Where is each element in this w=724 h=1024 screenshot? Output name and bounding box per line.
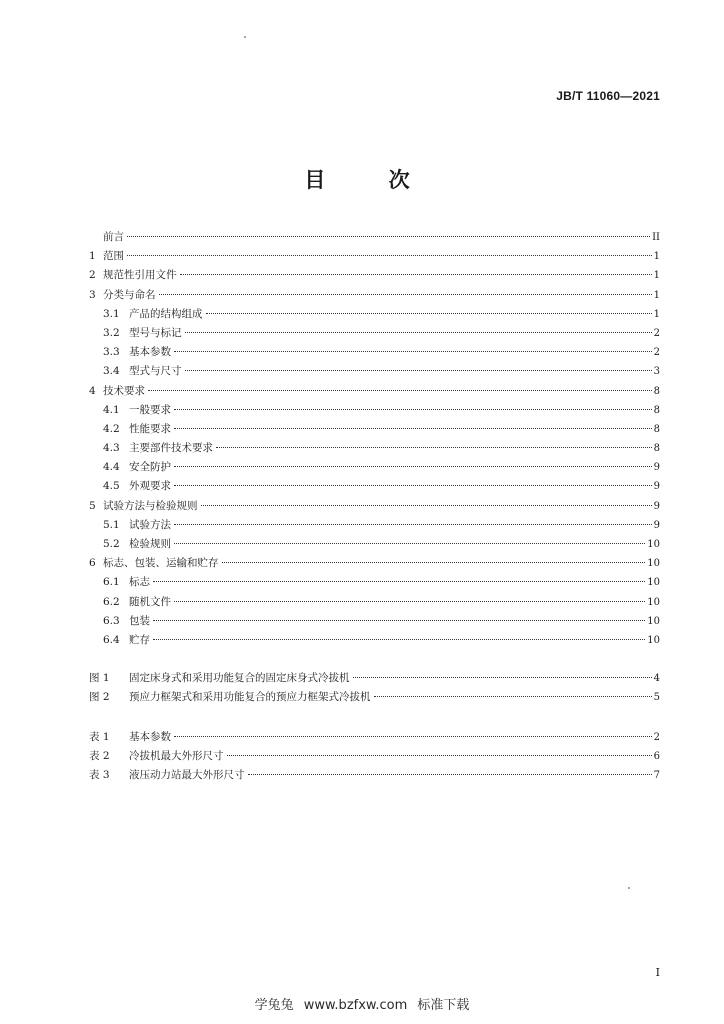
dot-leader bbox=[174, 428, 652, 429]
toc-entry[interactable] bbox=[89, 324, 660, 343]
dot-leader bbox=[153, 620, 645, 621]
dot-leader bbox=[374, 696, 652, 697]
entry-number: 5 bbox=[89, 499, 96, 512]
scan-speck bbox=[244, 36, 246, 38]
entry-page-number: 2 bbox=[653, 327, 660, 339]
entry-number: 1 bbox=[89, 250, 96, 263]
toc-entry[interactable] bbox=[89, 305, 660, 324]
entry-page-number: 9 bbox=[653, 500, 660, 512]
entry-number: 4.2 bbox=[103, 422, 120, 435]
toc-entry[interactable] bbox=[89, 593, 660, 612]
entry-label: 一般要求 bbox=[129, 403, 171, 416]
toc-main-list bbox=[89, 228, 660, 650]
figure-entry[interactable] bbox=[89, 669, 660, 688]
entry-page-number: 8 bbox=[653, 385, 660, 397]
entry-page-number: 2 bbox=[653, 347, 660, 359]
toc-entry[interactable] bbox=[89, 247, 660, 266]
toc-entry[interactable] bbox=[89, 420, 660, 439]
entry-number: 4 bbox=[89, 384, 96, 397]
watermark-text: 学兔兔 www.bzfxw.com 标准下载 bbox=[254, 998, 470, 1013]
dot-leader bbox=[174, 736, 652, 737]
table-entry[interactable] bbox=[89, 766, 660, 785]
toc-entry[interactable] bbox=[89, 554, 660, 573]
entry-page-number: 10 bbox=[647, 615, 660, 627]
entry-label: 随机文件 bbox=[129, 595, 171, 608]
dot-leader bbox=[248, 774, 652, 775]
entry-number: 表 2 bbox=[89, 750, 110, 763]
toc-entry[interactable] bbox=[89, 477, 660, 496]
toc-table-list bbox=[89, 728, 660, 786]
entry-page-number: 8 bbox=[653, 443, 660, 455]
figure-entry[interactable] bbox=[89, 688, 660, 707]
entry-page-number: 2 bbox=[653, 732, 660, 743]
entry-number: 3.1 bbox=[103, 307, 120, 320]
toc-entry[interactable] bbox=[89, 286, 660, 305]
entry-label: 外观要求 bbox=[129, 480, 171, 493]
toc-entry[interactable] bbox=[89, 401, 660, 420]
dot-leader bbox=[174, 409, 652, 410]
toc-entry[interactable] bbox=[89, 266, 660, 285]
entry-label: 贮存 bbox=[129, 633, 150, 646]
entry-page-number: 10 bbox=[647, 539, 660, 550]
entry-label: 标志、包装、运输和贮存 bbox=[103, 557, 219, 570]
entry-label: 型式与尺寸 bbox=[129, 365, 182, 378]
entry-label: 基本参数 bbox=[129, 346, 171, 359]
entry-page-number: 8 bbox=[653, 423, 660, 435]
entry-number: 4.3 bbox=[103, 442, 120, 455]
entry-page-number: 9 bbox=[653, 519, 660, 531]
entry-number: 5.2 bbox=[103, 538, 120, 550]
entry-label: 规范性引用文件 bbox=[103, 269, 177, 282]
toc-entry[interactable] bbox=[89, 228, 660, 247]
entry-label: 性能要求 bbox=[129, 422, 171, 435]
dot-leader bbox=[153, 639, 645, 640]
entry-page-number: 4 bbox=[653, 673, 660, 684]
entry-number: 图 2 bbox=[89, 691, 110, 704]
dot-leader bbox=[201, 505, 652, 506]
entry-label: 冷拔机最大外形尺寸 bbox=[129, 750, 224, 763]
entry-page-number: 10 bbox=[647, 577, 660, 589]
toc-entry[interactable] bbox=[89, 612, 660, 631]
toc-entry[interactable] bbox=[89, 535, 660, 554]
dot-leader bbox=[174, 524, 652, 525]
dot-leader bbox=[206, 313, 652, 314]
entry-page-number: 9 bbox=[653, 481, 660, 493]
dot-leader bbox=[153, 581, 645, 582]
dot-leader bbox=[180, 274, 652, 275]
entry-label: 试验方法与检验规则 bbox=[103, 499, 198, 512]
entry-number: 6 bbox=[89, 557, 96, 570]
entry-label: 包装 bbox=[129, 614, 150, 627]
entry-page-number: 9 bbox=[653, 462, 660, 474]
toc-entry[interactable] bbox=[89, 343, 660, 362]
dot-leader bbox=[216, 447, 652, 448]
entry-number: 3.3 bbox=[103, 346, 120, 359]
entry-label: 技术要求 bbox=[103, 384, 145, 397]
entry-label: 标志 bbox=[129, 576, 150, 589]
entry-page-number: 1 bbox=[653, 289, 660, 301]
entry-label: 主要部件技术要求 bbox=[129, 442, 213, 455]
entry-page-number: 1 bbox=[653, 251, 660, 263]
entry-page-number: 1 bbox=[653, 270, 660, 282]
entry-page-number: 7 bbox=[653, 770, 660, 782]
entry-number: 图 1 bbox=[89, 672, 110, 684]
dot-leader bbox=[127, 255, 652, 256]
table-entry[interactable] bbox=[89, 728, 660, 747]
entry-page-number: 3 bbox=[653, 366, 660, 378]
standard-code: JB/T 11060—2021 bbox=[556, 89, 660, 103]
toc-entry[interactable] bbox=[89, 458, 660, 477]
entry-page-number: 10 bbox=[647, 634, 660, 646]
entry-number: 表 1 bbox=[89, 731, 110, 743]
toc-entry[interactable] bbox=[89, 497, 660, 516]
entry-label: 固定床身式和采用功能复合的固定床身式冷拔机 bbox=[129, 672, 350, 684]
toc-entry[interactable] bbox=[89, 631, 660, 650]
entry-label: 预应力框架式和采用功能复合的预应力框架式冷拔机 bbox=[129, 691, 371, 704]
entry-number: 5.1 bbox=[103, 518, 120, 531]
dot-leader bbox=[174, 485, 652, 486]
entry-label: 前言 bbox=[103, 231, 124, 243]
entry-page-number: 8 bbox=[653, 404, 660, 416]
entry-page-number: 6 bbox=[653, 751, 660, 763]
dot-leader bbox=[174, 466, 652, 467]
entry-number: 6.4 bbox=[103, 633, 120, 646]
entry-number: 3.2 bbox=[103, 326, 120, 339]
dot-leader bbox=[227, 755, 652, 756]
entry-page-number: II bbox=[652, 232, 660, 243]
dot-leader bbox=[148, 390, 652, 391]
entry-number: 4.1 bbox=[103, 403, 120, 416]
entry-number: 6.3 bbox=[103, 614, 120, 627]
entry-label: 安全防护 bbox=[129, 461, 171, 474]
entry-label: 试验方法 bbox=[129, 518, 171, 531]
dot-leader bbox=[174, 351, 652, 352]
entry-label: 产品的结构组成 bbox=[129, 307, 203, 320]
dot-leader bbox=[174, 601, 645, 602]
page-title: 目 次 bbox=[304, 168, 438, 192]
entry-number: 2 bbox=[89, 269, 96, 282]
toc-entry[interactable] bbox=[89, 439, 660, 458]
dot-leader bbox=[185, 370, 652, 371]
dot-leader bbox=[174, 543, 645, 544]
dot-leader bbox=[353, 677, 652, 678]
toc-entry[interactable] bbox=[89, 382, 660, 401]
entry-page-number: 10 bbox=[647, 596, 660, 608]
dot-leader bbox=[185, 332, 652, 333]
table-entry[interactable] bbox=[89, 747, 660, 766]
entry-label: 检验规则 bbox=[129, 538, 171, 550]
entry-number: 表 3 bbox=[89, 769, 110, 782]
dot-leader bbox=[222, 562, 646, 563]
entry-number: 4.4 bbox=[103, 461, 120, 474]
entry-label: 分类与命名 bbox=[103, 288, 156, 301]
dot-leader bbox=[159, 294, 652, 295]
entry-label: 型号与标记 bbox=[129, 326, 182, 339]
entry-label: 液压动力站最大外形尺寸 bbox=[129, 769, 245, 782]
entry-label: 范围 bbox=[103, 250, 124, 263]
dot-leader bbox=[127, 236, 650, 237]
entry-number: 3 bbox=[89, 288, 96, 301]
scan-speck bbox=[628, 887, 630, 889]
entry-number: 4.5 bbox=[103, 480, 120, 493]
toc-entry[interactable] bbox=[89, 573, 660, 592]
entry-page-number: 1 bbox=[653, 308, 660, 320]
entry-page-number: 10 bbox=[647, 558, 660, 570]
entry-label: 基本参数 bbox=[129, 731, 171, 743]
entry-number: 6.2 bbox=[103, 595, 120, 608]
toc-entry[interactable] bbox=[89, 516, 660, 535]
entry-number: 3.4 bbox=[103, 365, 120, 378]
entry-number: 6.1 bbox=[103, 576, 120, 589]
entry-page-number: 5 bbox=[653, 692, 660, 704]
toc-entry[interactable] bbox=[89, 362, 660, 381]
page-number: I bbox=[655, 966, 660, 979]
toc-figure-list bbox=[89, 669, 660, 707]
